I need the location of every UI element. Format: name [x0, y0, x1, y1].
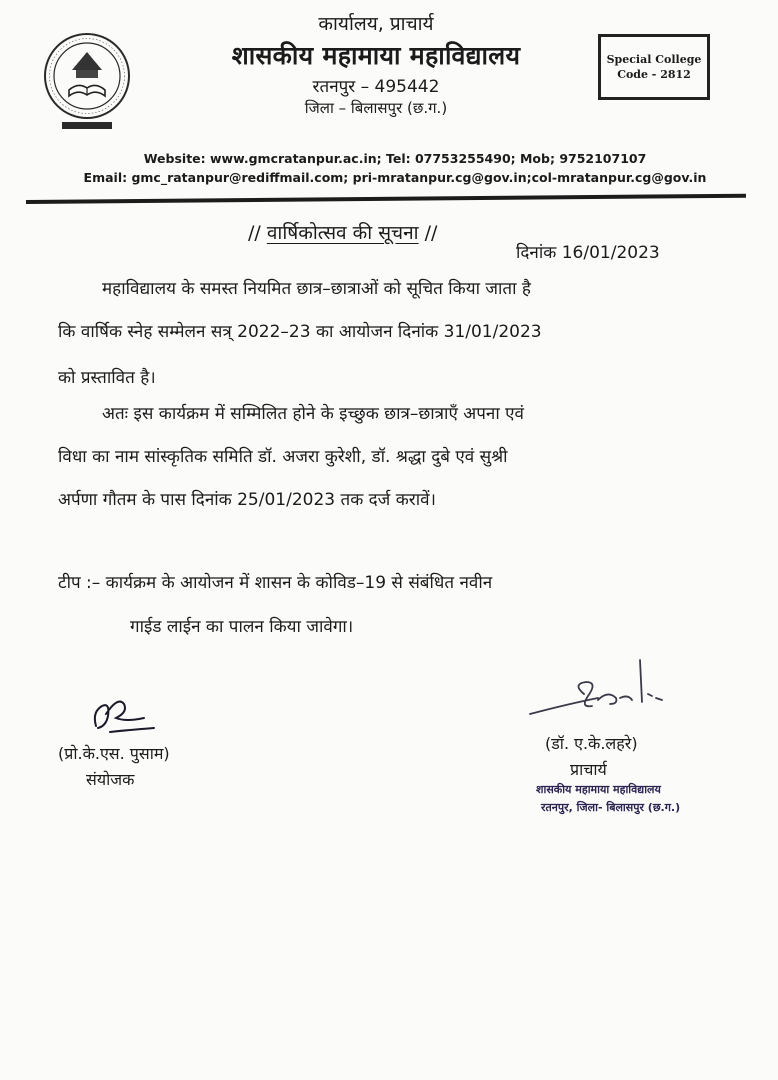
para1-line2: कि वार्षिक स्नेह सम्मेलन सत्र् 2022–23 का आयोजन दिनांक 31/01/2023: [58, 322, 542, 342]
subject-text: वार्षिकोत्सव की सूचना: [266, 222, 419, 244]
special-college-code-box: [598, 34, 710, 100]
note-line1: टीप :– कार्यक्रम के आयोजन में शासन के कोविड–19 से संबंधित नवीन: [58, 573, 493, 593]
convener-name: (प्रो.के.एस. पुसाम): [58, 744, 170, 763]
notice-subject: [248, 219, 437, 245]
district: जिला – बिलासपुर (छ.ग.): [304, 99, 448, 117]
stamp-address: रतनपुर, जिला- बिलासपुर (छ.ग.): [541, 801, 681, 814]
principal-signature: [528, 654, 688, 726]
email-line: Email: gmc_ratanpur@rediffmail.com; pri-mratanpur.cg@gov.in;col-mratanpur.cg@gov.in: [83, 170, 707, 185]
subject-prefix: //: [248, 222, 261, 244]
stamp-college-name: शासकीय महामाया महाविद्यालय: [536, 783, 661, 796]
website-contact-line: Website: www.gmcratanpur.ac.in; Tel: 07753255490; Mob; 9752107107: [143, 151, 647, 166]
para2-line3: अर्पणा गौतम के पास दिनांक 25/01/2023 तक दर्ज करावें।: [58, 490, 437, 510]
college-seal-logo: [42, 26, 132, 130]
city-pincode: रतनपुर – 495442: [312, 77, 440, 97]
convener-signature: [88, 692, 158, 738]
note-line2: गाईड लाईन का पालन किया जावेगा।: [130, 617, 354, 637]
principal-title: प्राचार्य: [570, 760, 607, 779]
notice-date: दिनांक 16/01/2023: [516, 243, 660, 263]
para1-line3: को प्रस्तावित है।: [58, 368, 156, 388]
special-code-line1: Special College: [606, 53, 702, 66]
para1-line1: महाविद्यालय के समस्त नियमित छात्र–छात्राओं को सूचित किया जाता है: [102, 279, 531, 299]
subject-suffix: //: [424, 222, 438, 244]
convener-title: संयोजक: [86, 770, 135, 789]
college-name: शासकीय महामाया महाविद्यालय: [231, 41, 521, 70]
para2-line1: अतः इस कार्यक्रम में सम्मिलित होने के इच्छुक छात्र–छात्राएँ अपना एवं: [102, 404, 525, 424]
header-divider: [26, 194, 746, 204]
para2-line2: विधा का नाम सांस्कृतिक समिति डॉ. अजरा कुरेशी, डॉ. श्रद्धा दुबे एवं सुश्री: [58, 447, 508, 467]
principal-name: (डॉ. ए.के.लहरे): [545, 734, 638, 753]
special-code-line2: Code - 2812: [617, 68, 691, 81]
office-title: कार्यालय, प्राचार्य: [318, 13, 434, 35]
